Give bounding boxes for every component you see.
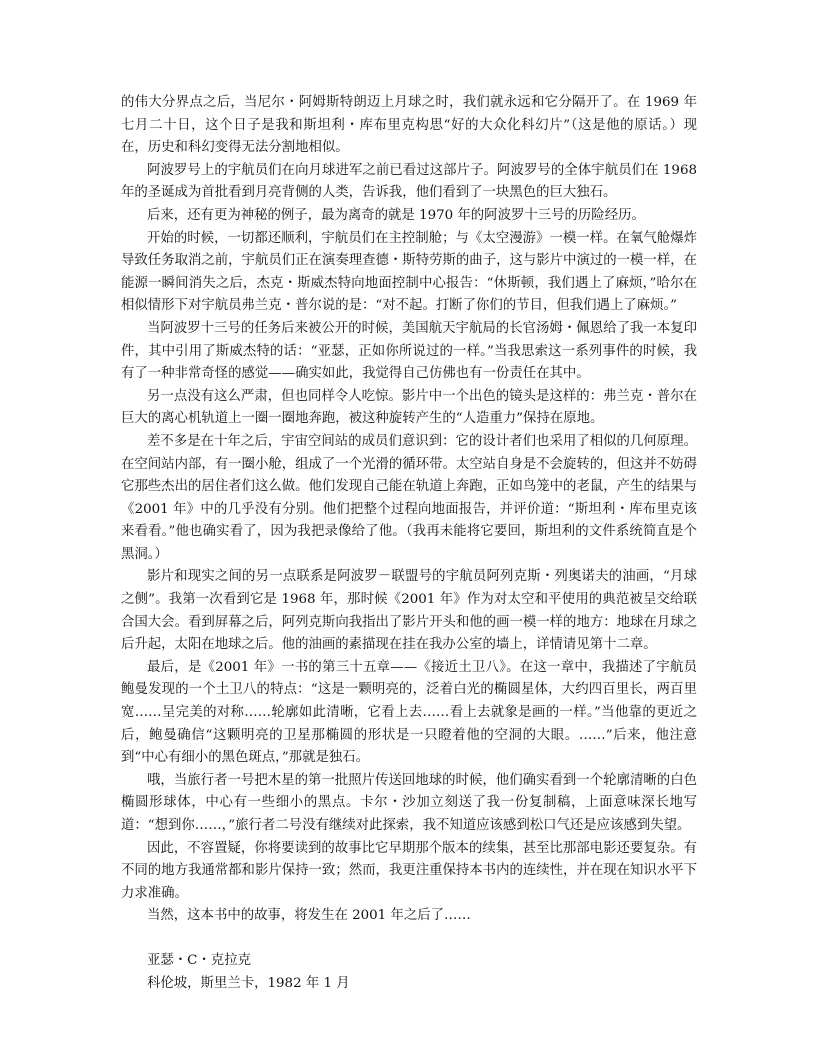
paragraph-2: 阿波罗号上的宇航员们在向月球进军之前已看过这部片子。阿波罗号的全体宇航员们在 1968 年的圣诞成为首批看到月亮背侧的人类，告诉我，他们看到了一块黑色的巨大独石。 [121,162,697,201]
paragraph-9: 最后，是《2001 年》一书的第三十五章——《接近土卫八》。在这一章中，我描述了宇航员鲍曼发现的一个土卫八的特点：“这是一颗明亮的，泛着白光的椭圆星体，大约四百里长，两百里宽……呈完美的对称……轮廓如此清晰，它看上去……看上去就象是画的一样。”当他靠的更近之后，鲍曼确信“这颗明亮的卫星那椭圆的形状是一只瞪着他的空洞的大眼。……”后来，他注意到“中心有细小的黑色斑点，”那就是独石。 [121,659,697,766]
paragraph-1: 的伟大分界点之后，当尼尔・阿姆斯特朗迈上月球之时，我们就永远和它分隔开了。在 1969 年七月二十日，这个日子是我和斯坦利・库布里克构思“好的大众化科幻片”（这是他的原话。）现在，历史和科幻变得无法分割地相似。 [121,95,697,156]
author-name: 亚瑟・C・克拉克 [147,952,251,968]
paragraph-4: 开始的时候，一切都还顺利，宇航员们在主控制舱；与《太空漫游》一模一样。在氧气舱爆炸导致任务取消之前，宇航员们正在演奏理查德・斯特劳斯的曲子，这与影片中演过的一模一样，在能源一瞬间消失之后，杰克・斯威杰特向地面控制中心报告：“休斯顿，我们遇上了麻烦，”哈尔在相似情形下对宇航员弗兰克・普尔说的是：“对不起。打断了你们的节目，但我们遇上了麻烦。” [121,230,697,314]
paragraph-10: 哦，当旅行者一号把木星的第一批照片传送回地球的时候，他们确实看到一个轮廓清晰的白色椭圆形球体，中心有一些细小的黑点。卡尔・沙加立刻送了我一份复制稿，上面意味深长地写道：“想到你……，”旅行者二号没有继续对此探索，我不知道应该感到松口气还是应该感到失望。 [121,772,697,833]
paragraph-3: 后来，还有更为神秘的例子，最为离奇的就是 1970 年的阿波罗十三号的历险经历。 [147,207,645,223]
paragraph-5: 当阿波罗十三号的任务后来被公开的时候，美国航天宇航局的长官汤姆・佩恩给了我一本复印件，其中引用了斯威杰特的话：“亚瑟，正如你所说过的一样。”当我思索这一系列事件的时候，我有了一种非常奇怪的感觉——确实如此，我觉得自己仿佛也有一份责任在其中。 [121,320,697,382]
place-date: 科伦坡，斯里兰卡，1982 年 1 月 [147,975,350,991]
paragraph-11: 因此，不容置疑，你将要读到的故事比它早期那个版本的续集，甚至比那部电影还要复杂。有不同的地方我通常都和影片保持一致；然而，我更注重保持本书内的连续性，并在现在知识水平下力求准确。 [121,840,697,901]
signature-block [121,950,697,995]
paragraph-8: 影片和现实之间的另一点联系是阿波罗－联盟号的宇航员阿列克斯・列奥诺夫的油画，“月球之侧”。我第一次看到它是 1968 年，那时候《2001 年》作为对太空和平使用的典范被呈交给联合国大会。看到屏幕之后，阿列克斯向我指出了影片开头和他的画一模一样的地方：地球在月球之后升起，太阳在地球之后。他的油画的素描现在挂在我办公室的墙上，详情请见第十二章。 [121,569,697,653]
paragraph-7: 差不多是在十年之后，宇宙空间站的成员们意识到：它的设计者们也采用了相似的几何原理。在空间站内部，有一圈小舱，组成了一个光滑的循环带。太空站自身是不会旋转的，但这并不妨碍它那些杰出的居住者们这么做。他们发现自己能在轨道上奔跑，正如鸟笼中的老鼠，产生的结果与《2001 年》中的几乎没有分别。他们把整个过程向地面报告，并评价道：“斯坦利・库布里克该来看看。”他也确实看了，因为我把录像给了他。（我再未能将它要回，斯坦利的文件系统简直是个黑洞。） [121,433,697,562]
paragraph-6: 另一点没有这么严肃，但也同样令人吃惊。影片中一个出色的镜头是这样的：弗兰克・普尔在巨大的离心机轨道上一圈一圈地奔跑，被这种旋转产生的“人造重力”保持在原地。 [121,388,697,427]
paragraph-12: 当然，这本书中的故事，将发生在 2001 年之后了…… [147,908,471,924]
document-page [121,92,697,995]
